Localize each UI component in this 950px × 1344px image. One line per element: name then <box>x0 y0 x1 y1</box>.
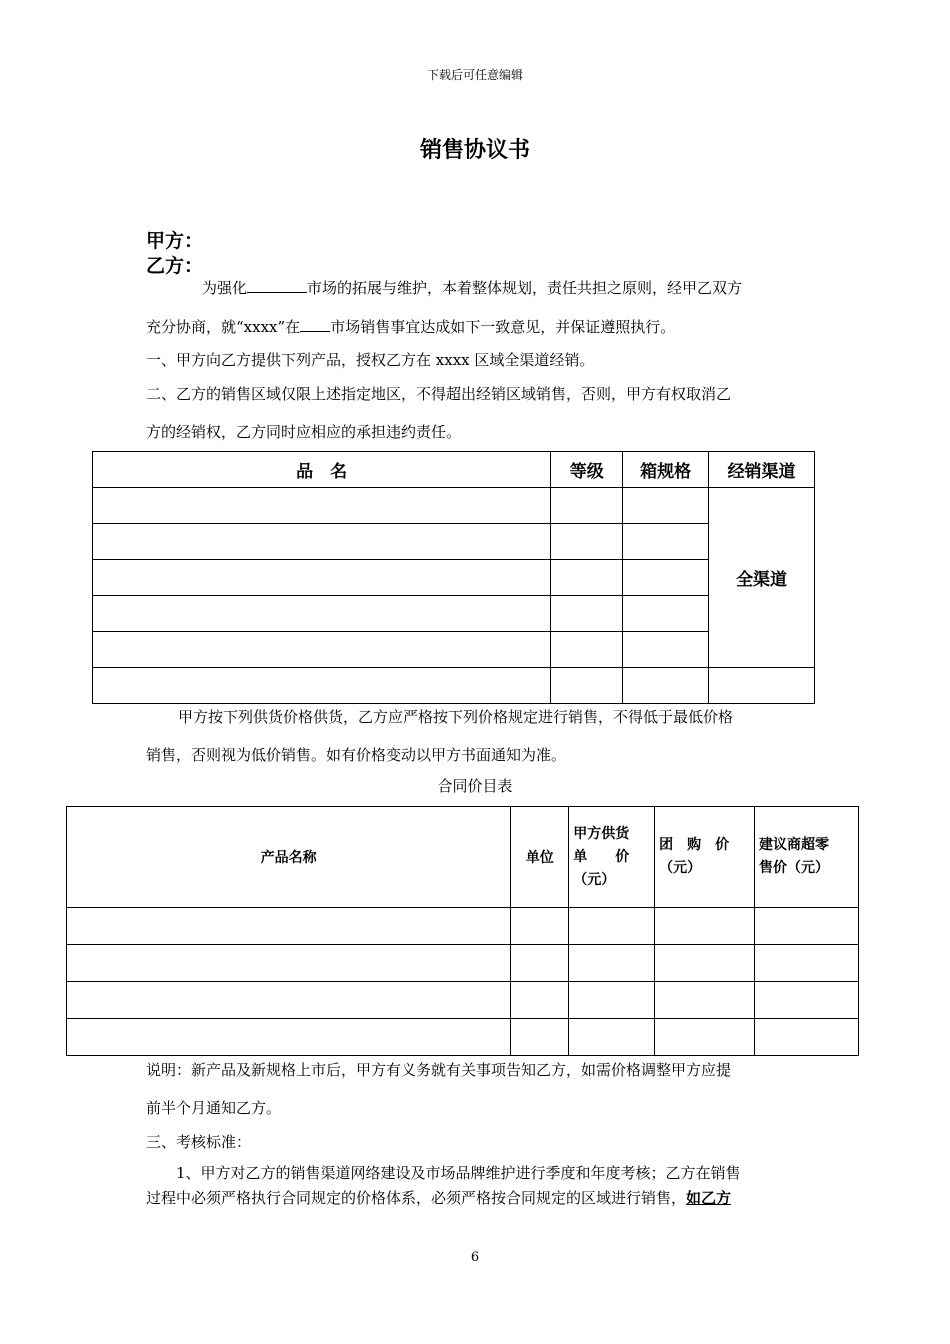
cell-retail-price[interactable] <box>755 982 859 1019</box>
price-para-line-2: 销售，否则视为低价销售。如有价格变动以甲方书面通知为准。 <box>146 746 567 764</box>
table-row <box>67 982 859 1019</box>
table-row <box>93 524 815 560</box>
table-row <box>93 596 815 632</box>
clause-1: 一、甲方向乙方提供下列产品，授权乙方在 xxxx 区域全渠道经销。 <box>146 351 595 369</box>
cell-product-name[interactable] <box>93 524 551 560</box>
page-number: 6 <box>470 1250 480 1265</box>
cell-group-price[interactable] <box>655 908 755 945</box>
intro-text-a: 为强化 <box>202 279 248 297</box>
cell-product-name[interactable] <box>93 632 551 668</box>
cell-grade[interactable] <box>551 488 623 524</box>
cell-unit[interactable] <box>511 908 569 945</box>
table-row <box>67 945 859 982</box>
cell-retail-price[interactable] <box>755 908 859 945</box>
product-table-header <box>93 452 815 488</box>
cell-product-name[interactable] <box>67 1019 511 1056</box>
cell-channel[interactable] <box>709 668 815 704</box>
clause-3-1-emphasis: 如乙方 <box>686 1189 732 1207</box>
header-unit: 单位 <box>511 807 569 908</box>
intro-line-2 <box>146 315 675 337</box>
clause-3-1-line-1: 1、甲方对乙方的销售渠道网络建设及市场品牌维护进行季度和年度考核；乙方在销售 <box>176 1164 741 1182</box>
market-blank <box>247 276 307 293</box>
header-box-spec: 箱规格 <box>623 452 709 488</box>
header-retail-line-1: 建议商超零 <box>759 837 830 853</box>
note-line-1: 说明：新产品及新规格上市后，甲方有义务就有关事项告知乙方，如需价格调整甲方应提 <box>146 1061 732 1079</box>
product-table <box>92 451 815 704</box>
header-retail-line-2: 售价（元） <box>759 860 830 876</box>
table-row <box>93 560 815 596</box>
cell-retail-price[interactable] <box>755 945 859 982</box>
cell-group-price[interactable] <box>655 1019 755 1056</box>
cell-product-name[interactable] <box>93 560 551 596</box>
price-table <box>66 806 859 1056</box>
cell-grade[interactable] <box>551 560 623 596</box>
party-b-label: 乙方： <box>146 255 204 277</box>
market-blank-2 <box>300 315 330 332</box>
header-channel: 经销渠道 <box>709 452 815 488</box>
cell-grade[interactable] <box>551 596 623 632</box>
channel-value: 全渠道 <box>709 488 815 668</box>
table-row <box>93 632 815 668</box>
cell-box-spec[interactable] <box>623 596 709 632</box>
header-grade: 等级 <box>551 452 623 488</box>
cell-product-name[interactable] <box>67 982 511 1019</box>
document-title: 销售协议书 <box>419 138 530 163</box>
header-group-line-1: 团 购 价 <box>659 837 730 853</box>
cell-grade[interactable] <box>551 668 623 704</box>
price-table-header <box>67 807 859 908</box>
clause-2-line-2: 方的经销权，乙方同时应相应的承担违约责任。 <box>146 423 462 441</box>
cell-box-spec[interactable] <box>623 488 709 524</box>
cell-product-name[interactable] <box>93 596 551 632</box>
clause-2-line-1: 二、乙方的销售区域仅限上述指定地区，不得超出经销区域销售，否则，甲方有权取消乙 <box>146 385 732 403</box>
cell-group-price[interactable] <box>655 945 755 982</box>
price-para-line-1: 甲方按下列供货价格供货，乙方应严格按下列价格规定进行销售，不得低于最低价格 <box>178 708 734 726</box>
cell-unit[interactable] <box>511 1019 569 1056</box>
cell-box-spec[interactable] <box>623 524 709 560</box>
cell-unit[interactable] <box>511 982 569 1019</box>
cell-product-name[interactable] <box>67 908 511 945</box>
intro-line-1 <box>202 276 742 298</box>
cell-group-price[interactable] <box>655 982 755 1019</box>
party-a-label: 甲方： <box>146 230 204 252</box>
table-row <box>67 908 859 945</box>
cell-box-spec[interactable] <box>623 560 709 596</box>
header-supply-line-2: 单 价 <box>573 848 630 865</box>
cell-supply-price[interactable] <box>569 1019 655 1056</box>
header-product-name: 产品名称 <box>67 807 511 908</box>
cell-retail-price[interactable] <box>755 1019 859 1056</box>
table-row <box>93 668 815 704</box>
table-row <box>67 1019 859 1056</box>
intro-text-d: 市场销售事宜达成如下一致意见，并保证遵照执行。 <box>330 318 676 336</box>
header-supply-line-3: （元） <box>573 871 616 888</box>
header-product-name: 品 名 <box>93 452 551 488</box>
header-supply-price <box>569 807 655 908</box>
header-retail-price <box>755 807 859 908</box>
cell-supply-price[interactable] <box>569 982 655 1019</box>
cell-grade[interactable] <box>551 632 623 668</box>
cell-supply-price[interactable] <box>569 945 655 982</box>
intro-text-b: 市场的拓展与维护，本着整体规划，责任共担之原则，经甲乙双方 <box>307 279 743 297</box>
cell-product-name[interactable] <box>93 488 551 524</box>
cell-unit[interactable] <box>511 945 569 982</box>
clause-3-1-text: 过程中必须严格执行合同规定的价格体系，必须严格按合同规定的区域进行销售， <box>146 1189 687 1207</box>
clause-3-heading: 三、考核标准： <box>146 1133 252 1151</box>
price-table-caption: 合同价目表 <box>437 777 513 795</box>
cell-box-spec[interactable] <box>623 668 709 704</box>
note-line-2: 前半个月通知乙方。 <box>146 1099 282 1117</box>
clause-3-1-line-2 <box>146 1187 731 1208</box>
cell-supply-price[interactable] <box>569 908 655 945</box>
cell-product-name[interactable] <box>93 668 551 704</box>
header-note: 下载后可任意编辑 <box>426 68 523 82</box>
table-row <box>93 488 815 524</box>
cell-grade[interactable] <box>551 524 623 560</box>
cell-product-name[interactable] <box>67 945 511 982</box>
header-supply-line-1: 甲方供货 <box>573 825 630 842</box>
cell-box-spec[interactable] <box>623 632 709 668</box>
header-group-line-2: （元） <box>659 860 702 876</box>
header-group-price <box>655 807 755 908</box>
intro-text-c: 充分协商，就“xxxx”在 <box>146 318 301 336</box>
